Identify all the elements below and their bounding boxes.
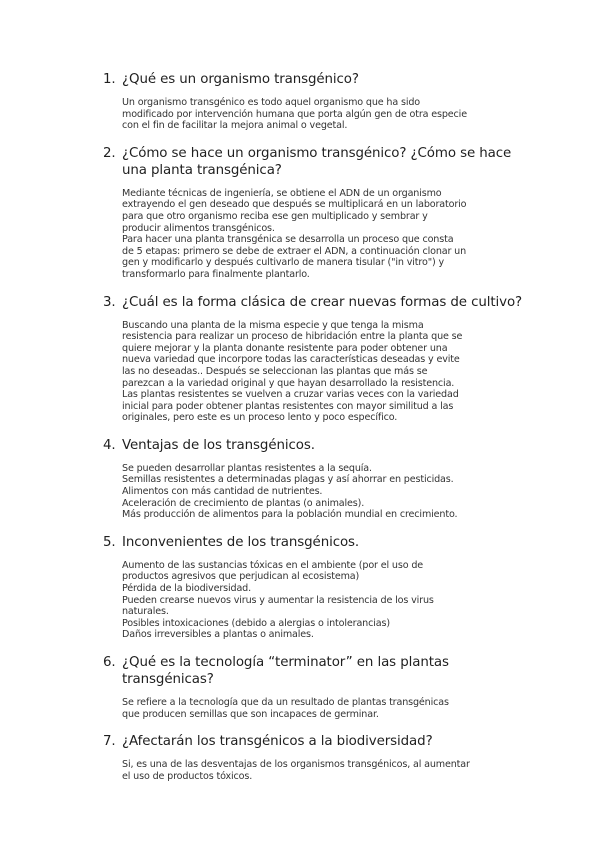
question-heading: [0, 437, 600, 454]
question-text: Inconvenientes de los transgénicos.: [122, 534, 360, 550]
answer-line: Se refiere a la tecnología que da un resultado de plantas transgénicas: [122, 697, 449, 708]
answer-line: transformarlo para finalmente plantarlo.: [122, 268, 310, 280]
answer-line: Aceleración de crecimiento de plantas (o animales).: [122, 497, 365, 509]
answer-text: [0, 697, 600, 720]
answer-line: resistencia para realizar un proceso de hibridación entre la planta que se: [122, 331, 463, 343]
answer-line: Alimentos con más cantidad de nutrientes.: [122, 486, 323, 498]
section-4: [0, 437, 600, 521]
answer-line: el uso de productos tóxicos.: [122, 770, 253, 782]
question-text: una planta transgénica?: [122, 162, 282, 178]
section-5: [0, 534, 600, 641]
answer-text: [0, 97, 600, 132]
question-number: 4.: [103, 437, 116, 453]
question-text: ¿Afectarán los transgénicos a la biodiversidad?: [122, 734, 433, 750]
answer-text: [0, 560, 600, 641]
question-text: ¿Qué es la tecnología “terminator” en las plantas: [122, 655, 449, 670]
answer-line: Las plantas resistentes se vuelven a cruzar varias veces con la variedad: [122, 389, 459, 401]
section-6: [0, 654, 600, 720]
answer-line: Aumento de las sustancias tóxicas en el ambiente (por el uso de: [122, 559, 424, 571]
answer-line: Posibles intoxicaciones (debido a alergias o intolerancias): [122, 617, 390, 629]
answer-line: producir alimentos transgénicos.: [122, 222, 275, 234]
answer-line: nueva variedad que incorpore todas las características deseadas y evite: [122, 354, 460, 366]
answer-line: con el fin de facilitar la mejora animal o vegetal.: [122, 120, 348, 132]
answer-line: Se pueden desarrollar plantas resistentes a la sequía.: [122, 462, 372, 474]
question-text: Ventajas de los transgénicos.: [122, 437, 315, 453]
answer-line: Daños irreversibles a plantas o animales.: [122, 629, 314, 641]
question-number: 2.: [103, 145, 116, 161]
answer-line: naturales.: [122, 606, 169, 618]
question-heading: [0, 654, 600, 688]
question-heading: [0, 145, 600, 179]
answer-line: extrayendo el gen deseado que después se multiplicará en un laboratorio: [122, 199, 467, 211]
answer-line: inicial para poder obtener plantas resistentes con mayor similitud a las: [122, 400, 454, 412]
answer-line: quiere mejorar y la planta donante resistente para poder obtener una: [122, 342, 448, 354]
answer-line: Pérdida de la biodiversidad.: [122, 583, 252, 595]
answer-line: modificado por intervención humana que porta algún gen de otra especie: [122, 108, 467, 120]
section-1: [0, 71, 600, 132]
answer-text: [0, 320, 600, 424]
question-text: transgénicas?: [122, 672, 214, 687]
question-heading: [0, 733, 600, 750]
answer-line: de 5 etapas: primero se debe de extraer el ADN, a continuación clonar un: [122, 245, 467, 257]
question-text: ¿Cuál es la forma clásica de crear nuevas formas de cultivo?: [122, 294, 523, 310]
answer-line: Semillas resistentes a determinadas plagas y así ahorrar en pesticidas.: [122, 474, 454, 486]
answer-line: Más producción de alimentos para la población mundial en crecimiento.: [122, 509, 458, 521]
question-number: 6.: [103, 655, 116, 670]
question-heading: [0, 294, 600, 311]
answer-line: Si, es una de las desventajas de los organismos transgénicos, al aumentar: [122, 759, 470, 771]
answer-text: [0, 463, 600, 521]
section-3: [0, 294, 600, 424]
answer-line: que producen semillas que son incapaces de germinar.: [122, 708, 379, 720]
answer-line: Mediante técnicas de ingeniería, se obtiene el ADN de un organismo: [122, 187, 442, 199]
question-number: 7.: [103, 734, 116, 750]
answer-line: gen y modificarlo y después cultivarlo de manera tisular ("in vitro") y: [122, 257, 444, 269]
answer-text: [0, 759, 600, 782]
question-heading: [0, 71, 600, 88]
answer-line: para que otro organismo reciba ese gen multiplicado y sembrar y: [122, 210, 428, 222]
answer-line: originales, pero este es un proceso lento y poco específico.: [122, 412, 398, 424]
answer-line: parezcan a la variedad original y que hayan desarrollado la resistencia.: [122, 377, 455, 389]
answer-line: Un organismo transgénico es todo aquel organismo que ha sido: [122, 97, 421, 108]
answer-line: Pueden crearse nuevos virus y aumentar la resistencia de los virus: [122, 594, 434, 606]
question-heading: [0, 534, 600, 551]
section-2: [0, 145, 600, 281]
question-text: ¿Qué es un organismo transgénico?: [122, 72, 359, 87]
section-7: [0, 733, 600, 782]
question-number: 1.: [103, 72, 116, 87]
answer-line: las no deseadas.. Después se seleccionan las plantas que más se: [122, 365, 428, 377]
question-text: ¿Cómo se hace un organismo transgénico? ¿Cómo se hace: [122, 145, 512, 161]
question-number: 3.: [103, 294, 116, 310]
answer-line: Buscando una planta de la misma especie y que tenga la misma: [122, 319, 424, 331]
answer-text: [0, 188, 600, 281]
question-number: 5.: [103, 534, 116, 550]
answer-line: productos agresivos que perjudican al ecosistema): [122, 571, 360, 583]
answer-line: Para hacer una planta transgénica se desarrolla un proceso que consta: [122, 234, 454, 246]
